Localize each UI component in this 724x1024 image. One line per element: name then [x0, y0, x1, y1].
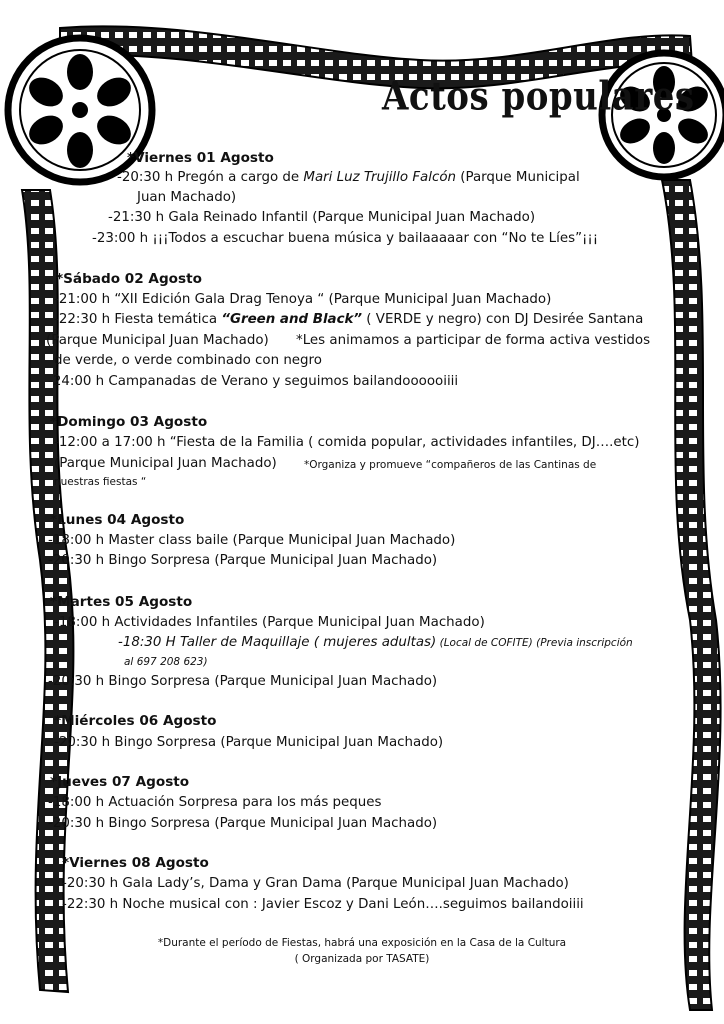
day-header-jueves-07: *Jueves 07 Agosto: [50, 774, 190, 790]
event-text-italic: Mari Luz Trujillo Falcón: [303, 170, 456, 185]
footer-note: ( Organizada por TASATE): [294, 953, 430, 965]
event-text: ( VERDE y negro) con DJ Desirée Santana: [362, 312, 644, 327]
event-line-b: *Les animamos a participar de forma activa vestidos: [296, 333, 651, 348]
event-line: [54, 311, 643, 328]
event-note: al 697 208 623): [124, 656, 208, 668]
event-line: -20:30 h Bingo Sorpresa (Parque Municipal Juan Machado): [48, 553, 438, 568]
day-header-miercoles-06: *Miércoles 06 Agosto: [54, 713, 217, 729]
event-line-a: (Parque Municipal Juan Machado): [46, 333, 269, 348]
event-line: de verde, o verde combinado con negro: [54, 353, 322, 368]
day-header-sabado-02: *Sábado 02 Agosto: [56, 271, 202, 287]
event-text: -22:30 h Fiesta temática: [54, 312, 222, 327]
event-line: [118, 634, 633, 652]
event-line: -24:00 h Campanadas de Verano y seguimos bailandoooooiiii: [48, 374, 459, 389]
event-line: -20:30 h Bingo Sorpresa (Parque Municipal Juan Machado): [54, 735, 444, 750]
day-header-martes-05: *Martes 05 Agosto: [50, 594, 193, 610]
event-text: (Parque Municipal: [456, 170, 580, 185]
page-title: Actos populares: [382, 74, 695, 120]
event-line: -18:00 h Actuación Sorpresa para los más peques: [48, 795, 382, 810]
event-note: *Organiza y promueve “compañeros de las Cantinas de: [304, 459, 597, 471]
event-line: -20:30 h Gala Lady’s, Dama y Gran Dama (Parque Municipal Juan Machado): [62, 876, 569, 891]
event-line: -21:00 h “XII Edición Gala Drag Tenoya “ (Parque Municipal Juan Machado): [54, 292, 552, 307]
event-line: -20:30 h Bingo Sorpresa (Parque Municipal Juan Machado): [48, 816, 438, 831]
event-line-a: (Parque Municipal Juan Machado): [54, 456, 277, 471]
day-header-domingo-03: *Domingo 03 Agosto: [50, 414, 208, 430]
event-line: -18:00 h Actividades Infantiles (Parque Municipal Juan Machado): [54, 615, 485, 630]
event-text: -20:30 h Pregón a cargo de: [117, 170, 304, 185]
day-header-viernes-01: *Viernes 01 Agosto: [127, 150, 274, 166]
event-line: -18:00 h Master class baile (Parque Municipal Juan Machado): [48, 533, 456, 548]
event-text-bold: “Green and Black”: [221, 312, 363, 327]
footer-note: *Durante el período de Fiestas, habrá una exposición en la Casa de la Cultura: [157, 937, 567, 949]
film-strip-right: [662, 180, 721, 1010]
event-text: -18:30 H Taller de Maquillaje ( mujeres adultas): [118, 635, 437, 650]
event-line: -22:30 h Noche musical con : Javier Escoz y Dani León….seguimos bailandoiiii: [62, 897, 584, 912]
event-line: [117, 169, 580, 186]
day-header-lunes-04: *Lunes 04 Agosto: [50, 512, 185, 528]
event-line: -12:00 a 17:00 h “Fiesta de la Familia ( comida popular, actividades infantiles, DJ….etc): [54, 435, 640, 450]
day-header-viernes-08: *Viernes 08 Agosto: [62, 855, 209, 871]
event-line: Juan Machado): [137, 190, 237, 205]
event-line: -23:00 h ¡¡¡Todos a escuchar buena música y bailaaaaar con “No te Líes”¡¡¡: [92, 231, 599, 246]
event-line: -21:30 h Gala Reinado Infantil (Parque Municipal Juan Machado): [108, 210, 536, 225]
event-note: nuestras fiestas “: [54, 476, 147, 488]
event-line: -20:30 h Bingo Sorpresa (Parque Municipal Juan Machado): [48, 674, 438, 689]
event-note: (Local de COFITE) (Previa inscripción: [436, 637, 633, 649]
